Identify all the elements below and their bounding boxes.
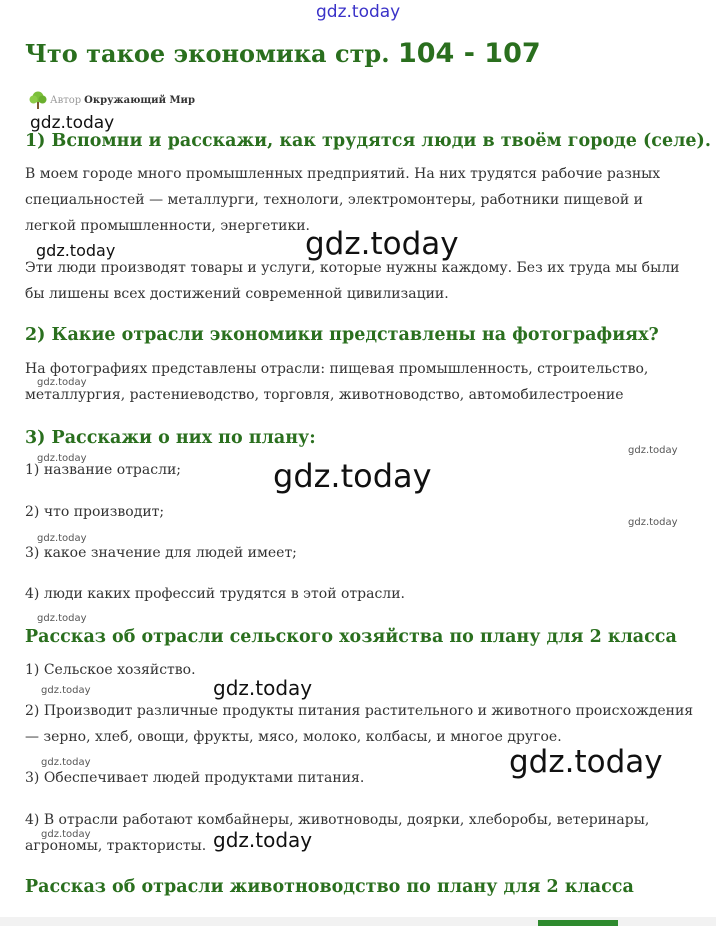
tree-icon <box>28 91 48 109</box>
section-heading: Рассказ об отрасли животноводство по плану для 2 класса <box>25 877 634 897</box>
section-heading: 1) Вспомни и расскажи, как трудятся люди в твоём городе (селе). <box>25 131 711 151</box>
list-item: 3) какое значение для людей имеет; <box>25 545 297 561</box>
paragraph: Эти люди производят товары и услуги, которые нужны каждому. Без их труда мы были бы лишены всех достижений современной цивилизации. <box>25 260 680 302</box>
list-item: 4) В отрасли работают комбайнеры, животноводы, доярки, хлеборобы, ветеринары, агрономы, трактористы. <box>25 812 650 854</box>
watermark: gdz.today <box>213 828 313 852</box>
page-title-text: Что такое экономика стр. <box>25 39 390 68</box>
watermark: gdz.today <box>305 226 459 262</box>
list-item: 1) Сельское хозяйство. <box>25 662 196 678</box>
watermark: gdz.today <box>628 445 678 456</box>
bottom-accent-tab <box>538 920 618 926</box>
watermark-top: gdz.today <box>316 2 401 22</box>
watermark: gdz.today <box>628 517 678 528</box>
list-item: 2) Производит различные продукты питания растительного и животного происхождения — зерно, хлеб, овощи, фрукты, мясо, молоко, колбасы, и многое другое. <box>25 703 694 745</box>
list-item: 2) что производит; <box>25 504 165 520</box>
paragraph: В моем городе много промышленных предприятий. На них трудятся рабочие разных специальностей — металлурги, технологи, электромонтеры, работники пищевой и легкой промышленности, энергетики. <box>25 166 661 234</box>
section-heading: 3) Расскажи о них по плану: <box>25 428 316 448</box>
paragraph: На фотографиях представлены отрасли: пищевая промышленность, строительство, металлургия, растениеводство, торговля, животноводство, автомобилестроение <box>25 361 649 403</box>
watermark: gdz.today <box>30 113 115 133</box>
watermark: gdz.today <box>36 241 116 260</box>
section-heading: Рассказ об отрасли сельского хозяйства по плану для 2 класса <box>25 627 677 647</box>
watermark: gdz.today <box>273 457 432 495</box>
watermark: gdz.today <box>37 533 87 544</box>
watermark: gdz.today <box>37 377 87 388</box>
watermark: gdz.today <box>509 744 663 780</box>
list-item: 1) название отрасли; <box>25 462 182 478</box>
list-item: 3) Обеспечивает людей продуктами питания. <box>25 770 365 786</box>
page-title <box>25 38 541 69</box>
author-name[interactable]: Окружающий Мир <box>84 94 195 106</box>
watermark: gdz.today <box>41 829 91 840</box>
watermark: gdz.today <box>41 757 91 768</box>
author-line <box>28 91 195 109</box>
list-item: 4) люди каких профессий трудятся в этой отрасли. <box>25 586 405 602</box>
watermark: gdz.today <box>213 676 313 700</box>
watermark: gdz.today <box>41 685 91 696</box>
author-label: Автор <box>50 94 82 106</box>
section-heading: 2) Какие отрасли экономики представлены на фотографиях? <box>25 325 659 345</box>
watermark: gdz.today <box>37 613 87 624</box>
watermark: gdz.today <box>37 453 87 464</box>
page-range: 104 - 107 <box>397 38 541 69</box>
